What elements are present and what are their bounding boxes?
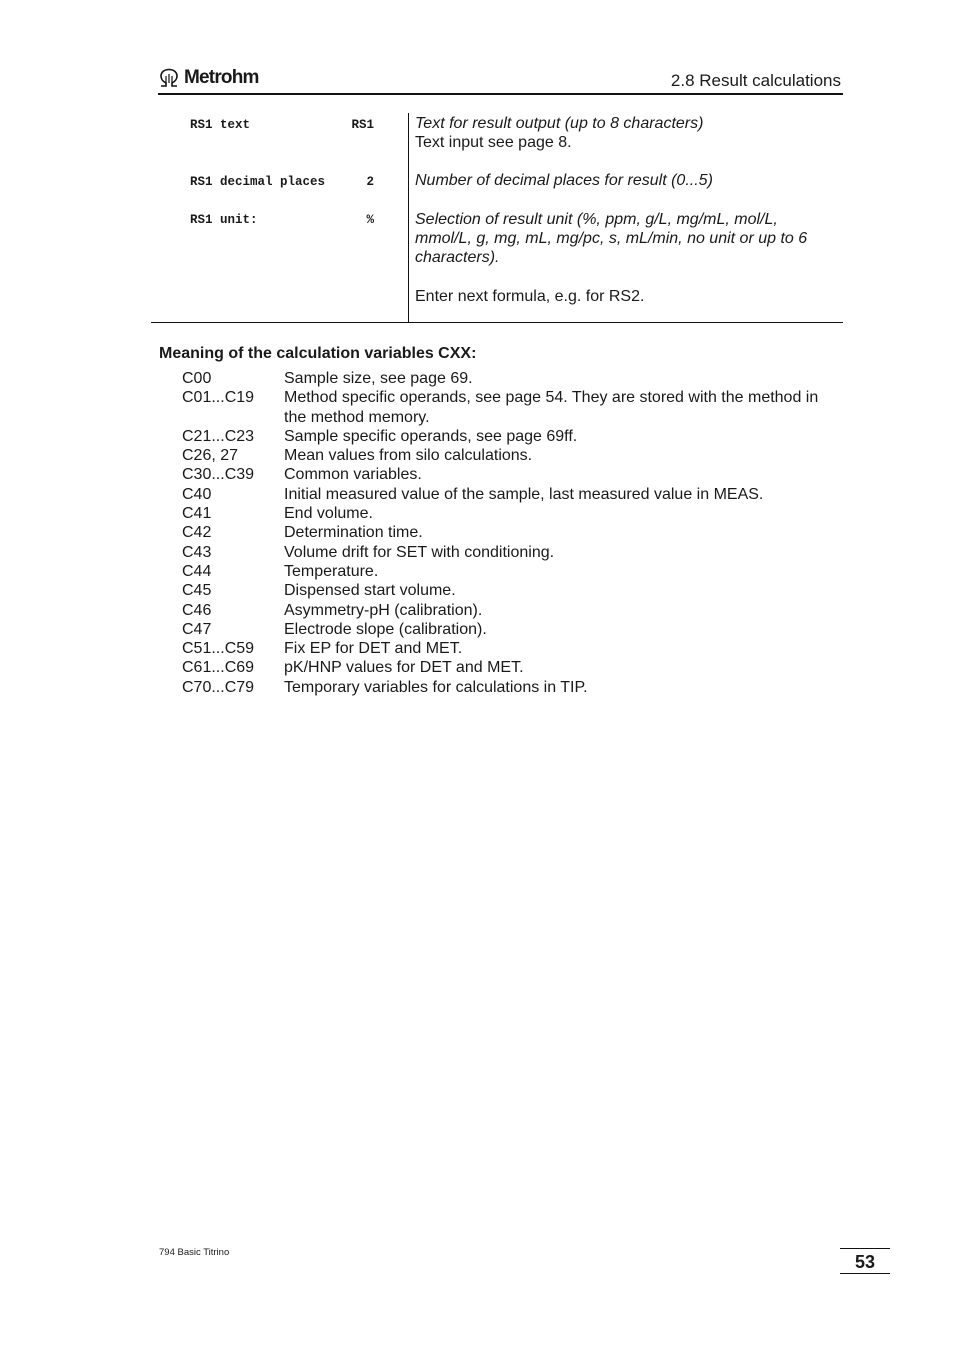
variable-description: Method specific operands, see page 54. They are stored with the method in the method memory. bbox=[284, 389, 819, 426]
list-item bbox=[182, 465, 822, 484]
variable-description: Volume drift for SET with conditioning. bbox=[284, 543, 555, 561]
variable-description: Temporary variables for calculations in TIP. bbox=[284, 678, 588, 696]
variable-code: C40 bbox=[182, 485, 212, 503]
list-item bbox=[182, 678, 822, 697]
variable-code: C51...C59 bbox=[182, 640, 255, 658]
variable-code: C70...C79 bbox=[182, 678, 255, 696]
variable-description: Sample specific operands, see page 69ff. bbox=[284, 427, 578, 445]
list-item bbox=[182, 581, 822, 600]
variable-code: C01...C19 bbox=[182, 389, 255, 407]
param-desc-italic: Number of decimal places for result (0...5) bbox=[415, 172, 713, 189]
section-title: 2.8 Result calculations bbox=[670, 71, 841, 90]
variable-description: Initial measured value of the sample, last measured value in MEAS. bbox=[284, 485, 764, 503]
variable-description: Temperature. bbox=[284, 562, 379, 580]
variable-description: Sample size, see page 69. bbox=[284, 370, 473, 387]
param-desc-italic: Text for result output (up to 8 characters) bbox=[415, 115, 704, 132]
variable-description: End volume. bbox=[284, 505, 373, 523]
list-item bbox=[182, 427, 822, 446]
param-desc-italic: Selection of result unit (%, ppm, g/L, mg/mL, mol/L, mmol/L, g, mg, mL, mg/pc, s, mL/min, no unit or up to 6 characters). bbox=[415, 211, 808, 266]
list-item bbox=[182, 485, 822, 504]
metrohm-omega-icon bbox=[158, 68, 180, 88]
variable-description: Fix EP for DET and MET. bbox=[284, 640, 463, 658]
logo-text: Metrohm bbox=[184, 67, 259, 88]
list-item bbox=[182, 369, 822, 388]
footer-product-name: 794 Basic Titrino bbox=[159, 1247, 230, 1258]
variable-description: Asymmetry-pH (calibration). bbox=[284, 601, 483, 619]
param-name-rs1-text: RS1 text bbox=[190, 118, 251, 132]
variables-heading: Meaning of the calculation variables CXX: bbox=[159, 345, 477, 362]
list-item bbox=[182, 639, 822, 658]
param-desc-rs1-decimal-places bbox=[415, 171, 835, 190]
variable-description: Electrode slope (calibration). bbox=[284, 620, 487, 638]
variable-code: C61...C69 bbox=[182, 659, 255, 677]
variable-description: Common variables. bbox=[284, 466, 422, 484]
variable-description: pK/HNP values for DET and MET. bbox=[284, 659, 524, 677]
variable-code: C44 bbox=[182, 562, 212, 580]
param-desc-rs1-unit bbox=[415, 210, 835, 306]
variable-code: C43 bbox=[182, 543, 212, 561]
metrohm-logo bbox=[158, 67, 259, 89]
param-name-rs1-unit: RS1 unit: bbox=[190, 213, 258, 227]
param-desc-rs1-text bbox=[415, 114, 835, 152]
variable-code: C26, 27 bbox=[182, 447, 239, 465]
param-value-rs1-decimal-places: 2 bbox=[366, 175, 374, 189]
list-item bbox=[182, 523, 822, 542]
table-column-divider bbox=[408, 113, 409, 323]
list-item bbox=[182, 388, 822, 427]
variable-code: C46 bbox=[182, 601, 212, 619]
page-number: 53 bbox=[840, 1248, 890, 1274]
list-item bbox=[182, 620, 822, 639]
variable-code: C30...C39 bbox=[182, 466, 255, 484]
variable-code: C47 bbox=[182, 620, 212, 638]
list-item bbox=[182, 543, 822, 562]
param-value-rs1-unit: % bbox=[366, 213, 374, 227]
variable-code: C00 bbox=[182, 370, 212, 387]
variable-description: Mean values from silo calculations. bbox=[284, 447, 533, 465]
list-item bbox=[182, 601, 822, 620]
param-value-rs1-text: RS1 bbox=[351, 118, 374, 132]
list-item bbox=[182, 562, 822, 581]
list-item bbox=[182, 504, 822, 523]
variable-code: C21...C23 bbox=[182, 427, 255, 445]
list-item bbox=[182, 658, 822, 677]
param-name-rs1-decimal-places: RS1 decimal places bbox=[190, 175, 326, 189]
variable-code: C42 bbox=[182, 524, 212, 542]
header-rule bbox=[158, 93, 843, 95]
variable-code: C45 bbox=[182, 582, 212, 600]
variable-code: C41 bbox=[182, 505, 212, 523]
variable-description: Determination time. bbox=[284, 524, 423, 542]
table-bottom-rule bbox=[151, 322, 843, 323]
list-item bbox=[182, 446, 822, 465]
param-desc-plain: Enter next formula, e.g. for RS2. bbox=[415, 288, 645, 305]
param-desc-plain: Text input see page 8. bbox=[415, 134, 572, 151]
variables-list bbox=[182, 369, 822, 697]
variable-description: Dispensed start volume. bbox=[284, 582, 456, 600]
